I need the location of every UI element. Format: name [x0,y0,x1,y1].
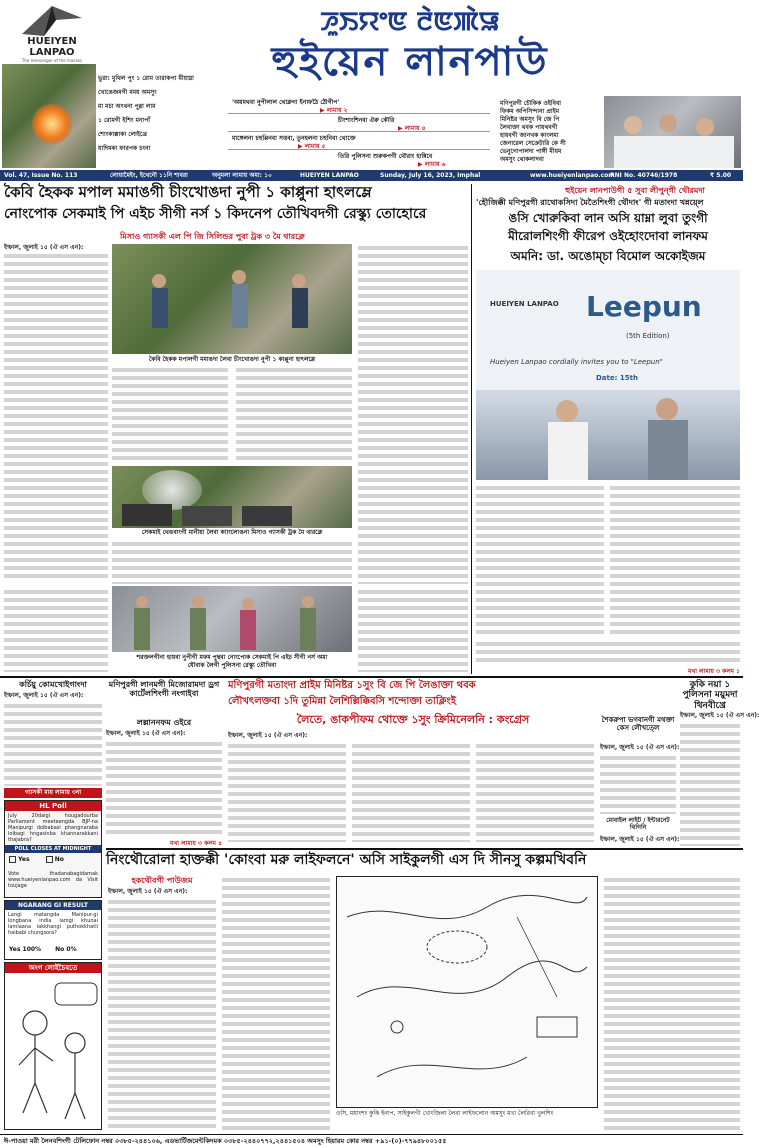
gas-promo-text: গ্যাসকী মায় লামায় ৩না [24,789,82,796]
teaser-left-item: মা মচা অংথনা পুগ্গা লাম [98,103,156,110]
poll-title: HL Poll [5,801,101,811]
brand-name-line1: HUEIYEN [27,36,77,47]
bottom-map-caption: ওসি, ময়াংশং কুকি ইনাপ, সাইকুলগী খোংজিলা লৈবা লাইফলোন অমসুং মখা লৈরিবা খুলশিং [336,1110,554,1117]
poll-yes-label: Yes [18,856,30,863]
right-story2-headline: মোবাইল লাইট / ইন্টারনেট থিগিনি [606,817,670,831]
lead-col-7 [358,588,468,672]
teaser-right-item: ফিকম অপিসিন্দানা প্রাইম [500,108,560,115]
brand-logo [6,6,98,63]
right-story-col-1 [476,484,604,634]
story2-continued: মখা লামায় ৩ কলম ৪ [170,840,222,847]
lead-headline-line2: নোংপোক সেকমাই পি এইচ সীগী নর্স ১ কিদনেপ তৌখিবদগী রেস্ক্যু তোহোরে [4,206,427,222]
hl-poll-box [4,800,102,898]
teaser-right-item: লৈবাক্তা থবক পায়থবগী [500,124,558,131]
poll-yes-checkbox[interactable] [9,856,16,863]
result-question: Langi matangda Manipur-gi longbana india lamgi khunai lamlaana lakkhangi puthokkhatli haibabi chungsora? [8,912,98,936]
story1-body [4,702,102,786]
event-banner [476,270,740,390]
event-edition: (5th Edition) [626,332,670,340]
teaser-center-item [228,132,490,150]
teaser-page-ref: ▶ লামায় ৬ [418,161,446,168]
center-story-col-3 [476,742,594,842]
local-date: লোয়ামৈইং, ইথেনৌ ১১নি শাবরা [110,172,188,179]
poll-vote-text[interactable]: Vote thadanabagidamak www.hueiyenlanpao.com da Visit toujage [8,871,98,889]
event-invite: Hueiyen Lanpao cordially invites you to "Leepun" [490,358,663,366]
lead-body-filler [4,252,108,582]
result-no: No 0% [55,946,77,953]
right-story1-dateline: ইম্ফাল, জুলাই ১৫ (ঐ এস এন): [600,744,680,751]
teaser-photo-fire [2,64,96,168]
lead-photo3-caption2: যৌবাক লৈগী পুলিসনা রেস্ক্যু তৌখিবা [187,662,277,669]
teaser-center-title: চীংশাংশিনবা ঐরু কৌরি [338,117,395,124]
center-story-headline-line2: লৌখৎলক্তবা ১দি তুমিন্না লৈশিল্লিক্কিবসি শন্দোক্তা তাক্লিংই [228,696,457,707]
teaser-center-title: 'অয়মথবা নুপীলাল থোক্লগা ইনাফঠৈ ঠৌগীপ' [232,99,340,106]
bottom-dateline: ইম্ফাল, জুলাই ১৫ (ঐ এস এন): [108,888,188,895]
cartoon-title: অংগ লোইচৈবতে [5,963,101,973]
teaser-right-item: মিনিষ্টর অমসুং বি জে পি [500,116,560,123]
right-story-col-2 [610,484,740,634]
brand-tagline: The messenger of the masses [21,58,83,63]
bottom-headline: নিংথৌরোলা হাক্তক্কী 'কোংবা মরু লাইফলনে' অসি সাইকুলগী এস দি সীনসু কল্পমখিবনি [106,852,587,868]
event-date: Date: 15th [596,374,638,382]
event-brand: HUEIYEN LANPAO [490,300,559,308]
lead-dateline: ইম্ফাল, জুলাই ১৫ (ঐ এস এন): [4,244,84,251]
right-story-continued: মখা লামায় ৩ কলম ১ [688,668,740,675]
story2-dateline: ইম্ফাল, জুলাই ১৫ (ঐ এস এন): [106,730,186,737]
brand-name-line2: LANPAO [29,47,75,58]
info-bar [0,170,743,181]
teaser-right-item: হায়বগী জানখক কাংলমা [500,132,559,139]
center-story-col-1 [228,742,346,842]
section-divider [0,676,743,678]
lead-col-3 [236,366,352,462]
right-story-headline-line3: অমনি: ডা. অঙোম্চা বিমোল অকোইজম [510,249,706,263]
teaser-page-label: লামায় ২ [326,107,348,114]
lead-col-4 [358,244,468,584]
teaser-right-item: জেনারেল সেক্রেটারি কে সী [500,140,566,147]
volume-info: Vol. 47, Issue No. 113 [4,172,78,179]
page-count: অনুমলা লামায় অমা: ১০ [212,172,272,179]
teaser-right-item: ভেনুগোপালদা পাঙ্গী মীয়ম [500,148,562,155]
teaser-page-label: লামায় ৫ [304,143,326,150]
lead-col-2 [112,366,228,462]
bottom-kicker: হকথৌবগী পাউজম [131,876,193,885]
right-story3-body [680,722,740,846]
story1-headline: কর্চিয়ু কোমখোইগাংদা [19,680,87,689]
teaser-center-item [228,114,490,132]
right-story-headline-line1: ঙসি খোরুকিবা লান অসি য়াম্না লুবা তুংগী [508,211,708,225]
ngarang-result-box [4,900,102,960]
lead-photo-hospital [112,244,352,354]
price: ₹ 5.00 [710,172,732,179]
teaser-right-list [500,100,602,168]
teaser-left-item: ১ রোমগী ইশিং মনাপাঁ [98,117,151,124]
lead-headline-line1: কৈবি হৈকক মপাল মমাঙগী চীংখোঙদা নুপী ১ কাপ্পুনা হাৎলম্লে [4,183,372,201]
right-story3-headline: কুকি নয়া ১ পুলিসনা ময়ুমদা থিনবীখ্রে [682,680,738,711]
teaser-left-item: যাদিমকা ফারপক চংনা [98,145,151,152]
teaser-left-list [98,72,226,168]
lead-col-5 [112,540,352,584]
poll-options [9,856,97,868]
right-story1-headline: শৈকরুপা ভগবানগী মথক্তা কেস লৌখত্লে [601,716,675,733]
result-values [9,946,97,953]
lead-photo2-caption: সেকমাই থেঙবাংগী মানীয়া লৈবা ক্যাংলোঙনা মিসাও গ্যাসকী ট্রক মৈ থারক্লে [141,529,323,536]
bottom-col-1 [108,898,216,1130]
cartoon-drawing-icon [5,973,101,1129]
teaser-page-label: লামায় ৪ [404,125,426,132]
right-story3-dateline: ইম্ফাল, জুলাই ১৫ (ঐ এস এন): [680,712,759,719]
masthead-title-meitei: ꯍꯨꯏꯌꯦꯟ ꯂꯥꯟꯄꯥꯎ [320,7,500,37]
result-yes: Yes 100% [9,946,42,953]
center-story-headline-line1: মণিপুরগী মতাংদা প্রাইম মিনিষ্টর ১সুং বি জে পি লৈঙাক্তা থবক [228,680,476,691]
teaser-right-item: মণিপুরগী চৌকিক ওইবিবা [500,100,562,107]
issue-date: Sunday, July 16, 2023, Imphal [380,172,481,179]
teaser-center [228,96,490,168]
right-story2-dateline: ইম্ফাল, জুলাই ১৫ (ঐ এস এন): [600,836,680,843]
lead-col-1 [4,244,108,584]
right-story1-body [600,754,676,814]
story2-subhead: লল্লাননফম ওইরে [136,718,192,727]
lead-photo3-caption: শরক্তলগীনা হায়বা নুপীগী মফম পুন্থবা নোংপোক সেকমাই পি এইচ সীগী নর্স অমা [136,654,328,661]
bird-logo-icon [22,6,82,36]
teaser-center-item [228,150,490,168]
lead-col-6 [4,588,108,672]
paper-name: HUEIYEN LANPAO [300,172,359,179]
footer-contact: ঈ-পাওয়া মরী লৈনবশিংগী টেলিফোন নম্বর ০৩৮৫-২৪৪১০৬, এডভার্টিজমেন্টকিদমক ০৩৮৫-২৪৪০৭৭২,২৪৪১৫০৪ অমসুং হিয়ারম কোর নম্বর +৯১-(০)-৭৭৯৪৮০০১৫৫ [4,1137,447,1145]
lead-subhead: মিসাও গ্যাসকী এল পি জি সিলিন্ডর পুবা ট্রক ৩ মৈ থারক্লে [120,232,305,241]
story2-headline-text: মণিপুরগী লানমগী মিজোরামদা ড্রগ কার্টেলশিংগী নংগাইবা [108,680,220,699]
bottom-col-2 [222,876,330,1130]
masthead-title-bengali: হুইয়েন লানপাউ [271,39,549,85]
footer-bar [0,1134,743,1147]
cartoon-box [4,962,102,1130]
teaser-page-ref: ▶ লামায় ৫ [298,143,326,150]
teaser-right-item: অমসুং থোকলাদবা [500,156,544,163]
lead-photo-trucks [112,466,352,528]
right-story-kicker: হুইয়েন লানপাউগী ৫ সুবা লীপুন্গী থৌরমদা [565,186,705,195]
leepun-event-photo [476,270,740,480]
lead-photo-rescue [112,586,352,652]
section-divider [106,848,743,850]
column-divider [471,184,472,674]
event-title: Leepun [586,290,702,323]
result-title: NGARANG GI RESULT [5,901,101,910]
lead-photo1-caption: কৈবি হৈকক মপালগী মমাঙদা লৈবা চীংখোঙদা নুপী ১ কাপ্পুনা হাৎলম্লে [148,356,316,363]
teaser-left-item: শোংকাল্লাকা লোইখ্রে [98,131,147,138]
gas-promo-box [4,788,102,798]
bottom-map [336,876,598,1108]
teaser-center-title: তিরি পুলিসনা শুরুকপগী থৌরাং হান্নিবে [338,153,433,160]
masthead [0,0,743,170]
poll-no-checkbox[interactable] [46,856,53,863]
story1-dateline: ইম্ফাল, জুলাই ১৫ (ঐ এস এন): [4,692,84,699]
center-story-col-2 [352,742,470,842]
right-story-col-3 [476,640,740,666]
teaser-page-label: লামায় ৬ [424,161,446,168]
story2-body [106,740,222,836]
right-story-kicker-quote [476,198,740,207]
teaser-photo-meeting [604,96,741,168]
story2-headline [106,680,222,698]
teaser-page-ref: ▶ লামায় ৪ [398,125,426,132]
rni-number: RNI No. 40746/1978 [610,172,678,179]
poll-question: July 20daigi hougadourba Parliament meeteengda BJP-na Manipurgi dolbabasi phangnaraba loibagi hngasinba khannarakkani thajabra? [8,813,98,843]
teaser-page-ref: ▶ লামায় ২ [320,107,348,114]
teaser-center-title: মাঙ্গেলনা চহুপ্পিনবা সত্তবা, তুনহলনা চহুনিবা থোক্তে [232,135,356,142]
center-story-headline-line3: লৈতে, ঙাকপীফম থোক্তে ১সুং ক্রিমিনেলনি : কংগ্রেস [296,713,530,726]
poll-closes: POLL CLOSES AT MIDNIGHT [5,845,101,853]
teaser-left-item: খোঙেজমগী মময় অমসুং [98,89,157,96]
poll-no-label: No [54,856,64,863]
center-story-dateline: ইম্ফাল, জুলাই ১৫ (ঐ এস এন): [228,732,308,739]
teaser-left-item: ভুরা: মুথিল পুং ১ রোম তারাকপা মীয়াম্না [98,75,194,82]
right-story-quote-text: 'হৌজিক্কী মণিপুরগী রাথোকসিদা মৈতৈশিংগী থৌদাং' গী মতাংদা খন্নয়্লে [476,198,704,207]
bottom-col-3 [604,876,740,1130]
website[interactable]: www.hueiyenlanpao.com [530,172,615,179]
teaser-center-item [228,96,490,114]
sketch-map-icon [337,877,597,1107]
right-story-headline-line2: মীরোলশিংগী ফীরেপ ওইহোংদোবা লানফম [508,229,708,243]
